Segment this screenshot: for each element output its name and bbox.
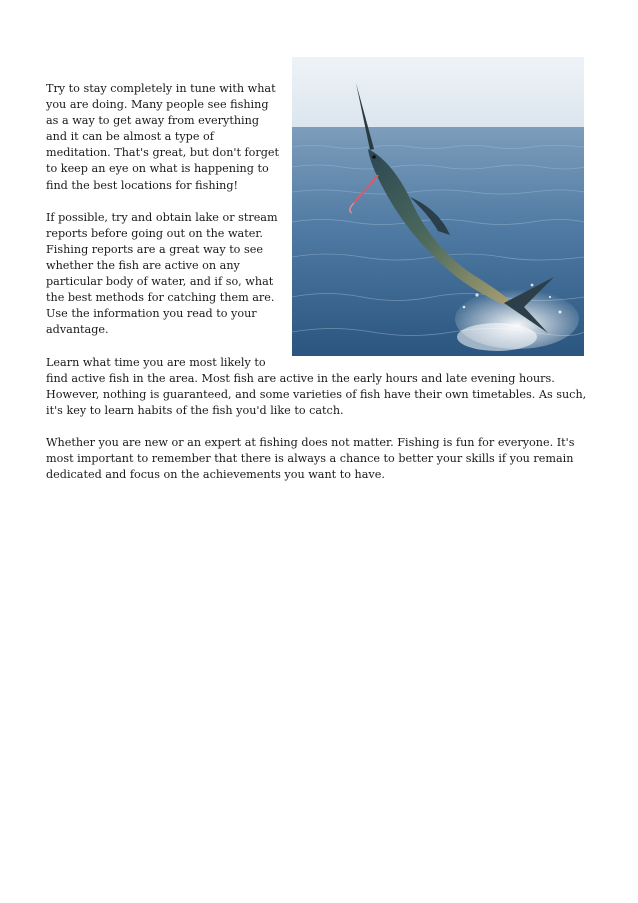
marlin-photo-graphic bbox=[292, 57, 584, 356]
paragraph-staying-in-tune: Try to stay completely in tune with what you are doing. Many people see fishing as a way to get away from everything and it can be almost a type of meditation. That's great, but don't forget to keep an eye on what is happening to find the best locations for fishing! bbox=[46, 82, 280, 192]
marlin-eye bbox=[372, 155, 376, 159]
paragraph-active-fish-times: Learn what time you are most likely to find active fish in the area. Most fish are active in the early hours and late evening hours. However, nothing is guaranteed, and some varieties of fish have their own timetables. As such, it's key to learn habits of the fish you'd like to catch. bbox=[46, 355, 587, 417]
document-body bbox=[46, 81, 591, 499]
paragraph-fishing-reports: If possible, try and obtain lake or stream reports before going out on the water. Fishing reports are a great way to see whether the fish are active on any particular body of water, and if so, what the best methods for catching them are. Use the information you read to your advantage. bbox=[46, 210, 278, 337]
paragraph-fishing-for-everyone: Whether you are new or an expert at fishing does not matter. Fishing is fun for everyone. It's most important to remember that there is always a chance to better your skills if you remain dedicated and focus on the achievements you want to have. bbox=[46, 436, 575, 482]
sky-area bbox=[292, 57, 584, 129]
marlin-leaping-photo bbox=[292, 57, 584, 356]
